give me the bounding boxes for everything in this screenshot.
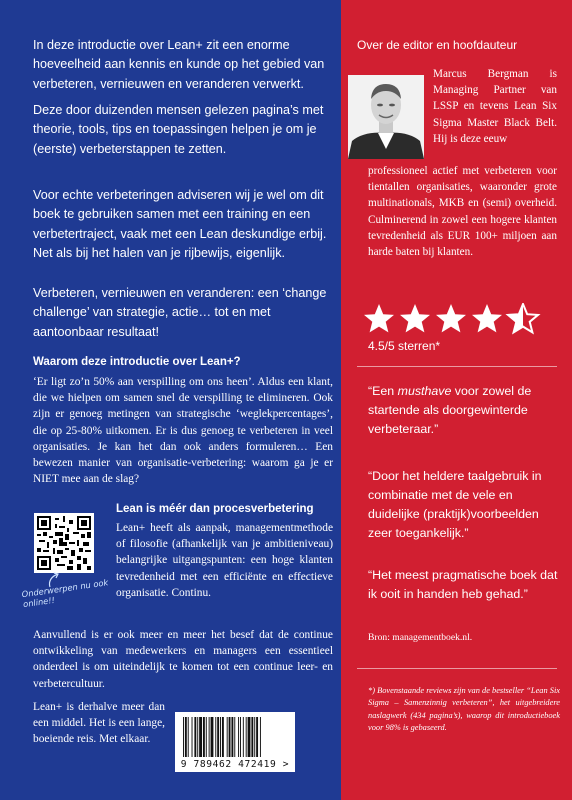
barcode-bar [209,717,210,757]
barcode-bar [220,717,221,757]
intro-paragraph-3: Voor echte verbeteringen adviseren wij je wel om dit boek te gebruiken samen met een training en een verbetertraject, vaak met een Lean deskundige erbij. Net als bij het halen van je rijbewijs, eigenlijk. [33,188,327,261]
review-1-quote-open: “Een [368,384,398,398]
barcode-bar [238,717,239,757]
rating-text: 4.5/5 sterren* [368,339,441,353]
intro-paragraph-1: In deze introductie over Lean+ zit een enorme hoeveelheid aan kennis en kunde op het gebied van verbeteren, vernieuwen en veranderen verwerkt. [33,38,325,91]
star-icon [400,304,430,332]
barcode-bar [194,717,196,757]
editor-bio-top: Marcus Bergman is Managing Partner van LSSP en tevens Lean Six Sigma Master Black Belt. Hij is deze eeuw [433,68,557,145]
review-1-quote-rest: voor zowel de startende als doorgewinterde verbeteraar.” [368,384,532,436]
why-heading: Waarom deze introductie over Lean+? [33,356,241,368]
qr-code[interactable] [34,513,94,573]
review-1-emphasis: musthave [397,384,452,398]
barcode-bar [251,717,253,757]
barcode-bar [240,717,241,757]
lean-body: Lean+ heeft als aanpak, managementmethode of filosofie (afhankelijk van je ambitieniveau) belangrijke uitgangspunten: een hoge klanten tevredenheid met een efficiënte en effectieve organisatie. Continu. [116,522,333,599]
barcode-bar [227,717,228,757]
barcode-bar [197,717,198,757]
isbn-number: 9 789462 472419 > [180,759,290,770]
barcode-bar [246,717,247,757]
barcode-bar [229,717,231,757]
barcode-bar [211,717,214,757]
barcode-bar [256,717,258,757]
barcode-bar [260,717,261,757]
footnote-book-title: “Lean Six Sigma – Samenzinnig verbeteren” [368,686,561,708]
barcode-bar [217,717,219,757]
why-body: ‘Er ligt zo’n 50% aan verspilling om ons heen’. Aldus een klant, die we hielpen om samen snel de verspilling te elimineren. Ook zijn er genoeg metingen van strategische ‘weglekpercentages’, die op 25-80% uitkomen. Er is dus genoeg te verbeteren in veel organisaties. Je kan het dan ook anders formuleren… Een bewezen manier van organisatie-verbetering: waarom ga je er NIET mee aan de slag? [33,376,333,486]
barcode-bars [183,717,287,757]
footnote-divider [357,668,557,669]
author-photo [348,75,424,159]
barcode-bar [188,717,189,757]
isbn-barcode [175,712,295,772]
editor-title: Over de editor en hoofdauteur [357,38,518,52]
qr-code-icon [37,516,91,570]
review-3: “Het meest pragmatische boek dat ik ooit in handen heb gehad.” [368,568,558,601]
review-2: “Door het heldere taalgebruik in combinatie met de vele en duidelijke (praktijk)voorbeelden zeer toegankelijk.” [368,469,542,540]
footnote-outro: , het uitgebreidere naslagwerk (434 pagina’s), waarop dit introductieboek voor 98% is gebaseerd. [368,698,560,733]
star-icon [436,304,466,332]
star-icon [508,304,538,332]
review-source: Bron: managementboek.nl. [368,632,473,643]
qr-handwritten-note: Onderwerpen nu ook online!! [21,577,109,610]
star-rating [363,303,543,335]
barcode-bar [183,717,184,757]
star-icon [472,304,502,332]
intro-paragraph-4: Verbeteren, vernieuwen en veranderen: een ‘change challenge’ van strategie, actie… tot en met aantoonbaar resultaat! [33,286,327,339]
editor-bio-bottom: professioneel actief met verbeteren voor tientallen organisaties, waaronder grote multinationals, MKB en (semi) overheid. Culminerend in zowel een hogere klanten tevredenheid als EUR 100+ miljoen aan harde baten bij klanten. [368,165,557,259]
extra-body: Aanvullend is er ook meer en meer het besef dat de continue ontwikkeling van medewerkers en managers een essentieel onderdeel is om uiteindelijk te komen tot een continue leer- en verbetercultuur. [33,629,333,690]
closing-body: Lean+ is derhalve meer dan een middel. Het is een lange, boeiende reis. Met elkaar. [33,701,165,746]
barcode-bar [234,717,235,757]
barcode-bar [231,717,233,757]
barcode-bar [192,717,193,757]
author-portrait-icon [348,75,424,159]
barcode-bar [243,717,244,757]
footnote-intro: *) Bovenstaande reviews zijn van de bestseller [368,686,527,695]
barcode-bar [254,717,255,757]
intro-paragraph-2: Deze door duizenden mensen gelezen pagina’s met theorie, tools, tips en toepassingen helpen je om je (eerste) verbeterstappen te zetten. [33,103,324,156]
barcode-bar [248,717,251,757]
star-icon [364,304,394,332]
barcode-bar [199,717,202,757]
barcode-bar [185,717,187,757]
rating-divider [357,366,557,367]
barcode-bar [206,717,207,757]
lean-heading: Lean is méér dan procesverbetering [116,503,314,515]
barcode-bar [203,717,205,757]
review-1 [368,382,558,439]
barcode-bar [222,717,224,757]
barcode-bar [215,717,216,757]
review-footnote [368,685,560,735]
